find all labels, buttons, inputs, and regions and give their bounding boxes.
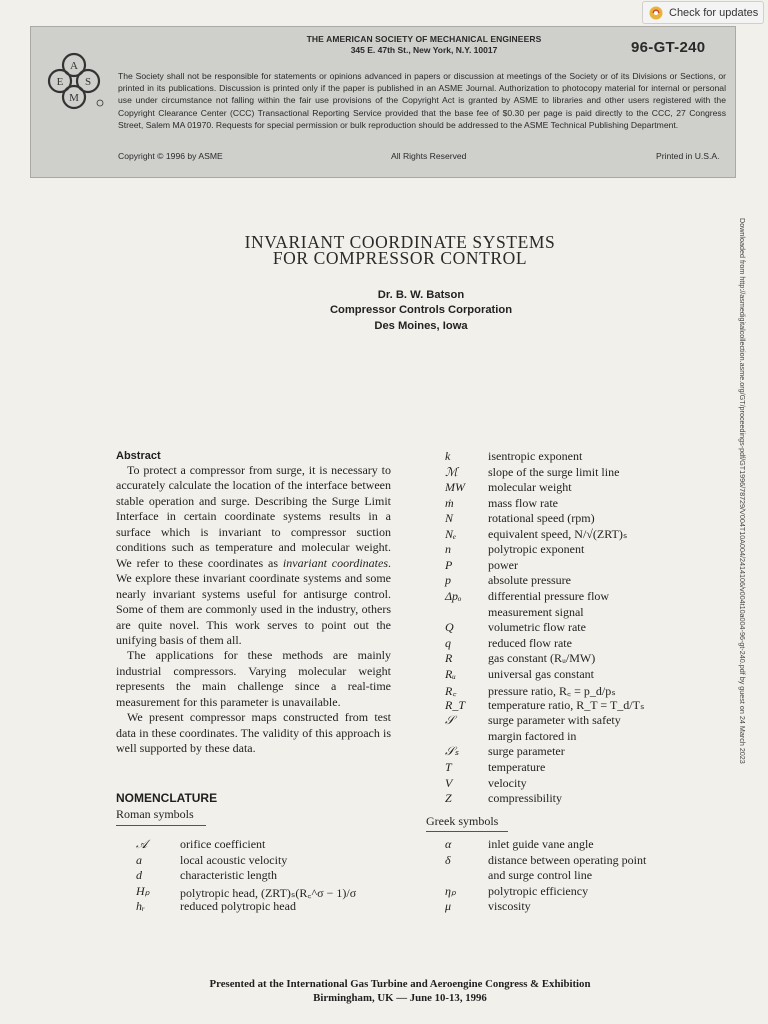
- nomenclature-definition: reduced flow rate: [488, 635, 572, 650]
- roman-symbols-heading: Roman symbols: [116, 807, 194, 821]
- check-for-updates-label: Check for updates: [669, 6, 759, 19]
- nomenclature-symbol: n: [445, 542, 451, 557]
- nomenclature-definition: mass flow rate: [488, 495, 558, 510]
- nomenclature-symbol: N: [445, 511, 454, 526]
- roman-heading-rule: [116, 825, 206, 826]
- nomenclature-definition: surge parameter: [488, 744, 565, 759]
- nomenclature-symbol: p: [445, 573, 451, 588]
- nomenclature-symbol: Rᵤ: [445, 666, 456, 681]
- check-for-updates-button[interactable]: [642, 1, 764, 24]
- nomenclature-symbol: ṁ: [445, 495, 454, 510]
- abstract-paragraph: We present compressor maps constructed from test data in these coordinates. The validity of this approach is well supported by these data.: [116, 710, 391, 756]
- author-name: Dr. B. W. Batson: [377, 289, 465, 301]
- nomenclature-symbol: α: [445, 837, 452, 851]
- nomenclature-definition: rotational speed (rpm): [488, 511, 595, 526]
- nomenclature-definition: molecular weight: [488, 480, 572, 495]
- paper-title-line-1: INVARIANT COORDINATE SYSTEMS: [244, 232, 556, 252]
- nomenclature-symbol: Nₑ: [445, 526, 457, 541]
- author-affiliation: Compressor Controls Corporation: [329, 304, 513, 316]
- nomenclature-definition: slope of the surge limit line: [488, 464, 620, 479]
- author-location: Des Moines, Iowa: [374, 320, 468, 332]
- nomenclature-definition: and surge control line: [488, 868, 593, 883]
- society-name: THE AMERICAN SOCIETY OF MECHANICAL ENGINEERS: [306, 34, 542, 44]
- paper-id: 96-GT-240: [631, 39, 706, 56]
- nomenclature-definition: temperature ratio, R_T = T_d/Tₛ: [488, 697, 645, 712]
- nomenclature-definition: power: [488, 557, 518, 572]
- nomenclature-symbol: 𝒮: [445, 713, 455, 728]
- nomenclature-symbol: ℳ: [445, 464, 458, 479]
- nomenclature-symbol: q: [445, 635, 451, 650]
- nomenclature-definition: isentropic exponent: [488, 449, 583, 463]
- nomenclature-heading: NOMENCLATURE: [116, 791, 218, 805]
- nomenclature-symbol: k: [445, 449, 451, 463]
- nomenclature-definition: differential pressure flow: [488, 588, 610, 603]
- nomenclature-definition: volumetric flow rate: [488, 620, 586, 635]
- paper-title-line-2: FOR COMPRESSOR CONTROL: [272, 248, 528, 268]
- nomenclature-definition: viscosity: [488, 899, 531, 914]
- nomenclature-definition: gas constant (Rᵤ/MW): [488, 651, 596, 666]
- nomenclature-symbol: d: [136, 868, 142, 883]
- download-note: Downloaded from http://asmedigitalcollection.asme.org/GT/proceedings-pdf/GT1996/78729/V004T10A004/2414106/v004t10a004-96-gt-240.pdf by guest on 24 March 2023: [738, 218, 747, 764]
- nomenclature-symbol: Δpₒ: [445, 588, 462, 603]
- society-address: 345 E. 47th St., New York, N.Y. 10017: [350, 45, 498, 55]
- nomenclature-definition: margin factored in: [488, 728, 577, 743]
- nomenclature-definition: measurement signal: [488, 604, 584, 619]
- logo-letter-a: A: [70, 60, 78, 72]
- copyright-notice: The Society shall not be responsible for statements or opinions advanced in papers or discussion at meetings of the Society or of its Divisions or Sections, or printed in its publications. Discussion is printed only if the paper is published in an ASME Journal. Authorization to photocopy material for internal or personal use under circumstance not falling within the fair use provisions of the Copyright Act is granted by ASME to libraries and other users registered with the Copyright Clearance Center (CCC) Transactional Reporting Service provided that the base fee of $0.30 per page is paid directly to the CCC, 27 Congress Street, Salem MA 01970. Requests for special permission or bulk reproduction should be addressed to the ASME Technical Publishing Department.: [118, 71, 726, 130]
- crossmark-icon: [649, 6, 663, 20]
- nomenclature-definition: inlet guide vane angle: [488, 837, 594, 851]
- abstract-paragraph: To protect a compressor from surge, it is necessary to accurately calculate the location of the interface between stable operation and surge. Describing the Surge Limit Interface in certain coordinate systems results in a surface which is invariant to compressor suction conditions such as temperature and molecular weight. We refer to these coordinates as invariant coordinates. We explore these invariant coordinate systems and some nearly invariant systems useful for antisurge control. Some of them are commonly used in the industry, others are quite novel. This work serves to point out the unifying basis of them all.: [116, 463, 391, 647]
- conference-location-date: Birmingham, UK — June 10-13, 1996: [313, 992, 487, 1004]
- nomenclature-symbol: P: [445, 557, 453, 572]
- nomenclature-symbol: MW: [445, 480, 465, 495]
- nomenclature-definition: distance between operating point: [488, 852, 647, 867]
- logo-letter-e: E: [56, 76, 64, 88]
- nomenclature-symbol: T: [445, 760, 452, 774]
- abstract-paragraph: The applications for these methods are mainly industrial compressors. Varying molecular weight represents the main challenge since a real-time measurement for this parameter is unavailable.: [116, 648, 391, 709]
- nomenclature-definition: polytropic efficiency: [488, 883, 589, 898]
- nomenclature-symbol: a: [136, 852, 142, 867]
- conference-line: Presented at the International Gas Turbine and Aeroengine Congress & Exhibition: [209, 978, 591, 990]
- nomenclature-definition: local acoustic velocity: [180, 852, 288, 867]
- nomenclature-symbol: Hₚ: [136, 883, 150, 898]
- abstract-body: [116, 463, 391, 757]
- nomenclature-symbol: R: [445, 651, 453, 666]
- asme-logo-icon: [44, 51, 104, 111]
- printed-in: Printed in U.S.A.: [656, 151, 720, 161]
- nomenclature-definition: absolute pressure: [488, 573, 571, 588]
- nomenclature-definition: velocity: [488, 775, 527, 790]
- nomenclature-symbol: V: [445, 775, 453, 790]
- greek-symbols-heading: Greek symbols: [426, 814, 499, 828]
- nomenclature-definition: polytropic head, (ZRT)ₛ(R꜀^σ − 1)/σ: [180, 885, 357, 900]
- nomenclature-symbol: Z: [445, 791, 452, 806]
- nomenclature-definition: polytropic exponent: [488, 542, 585, 557]
- nomenclature-definition: universal gas constant: [488, 666, 594, 681]
- nomenclature-symbol: hᵣ: [136, 899, 145, 914]
- nomenclature-definition: compressibility: [488, 791, 562, 806]
- nomenclature-definition: characteristic length: [180, 868, 277, 883]
- nomenclature-symbol: δ: [445, 852, 451, 867]
- nomenclature-definition: surge parameter with safety: [488, 713, 621, 728]
- asme-header-box: [30, 26, 736, 178]
- abstract-heading: Abstract: [116, 450, 161, 462]
- nomenclature-symbol: R꜀: [445, 684, 457, 699]
- nomenclature-symbol: R_T: [445, 697, 466, 712]
- copyright-line: Copyright © 1996 by ASME: [118, 151, 223, 161]
- nomenclature-symbol: Q: [445, 620, 454, 635]
- greek-heading-rule: [426, 831, 508, 832]
- logo-letter-s: S: [84, 76, 92, 88]
- nomenclature-definition: orifice coefficient: [180, 837, 266, 851]
- nomenclature-definition: equivalent speed, N/√(ZRT)ₛ: [488, 526, 628, 541]
- nomenclature-symbol: 𝒜: [136, 837, 148, 851]
- nomenclature-definition: pressure ratio, R꜀ = p_d/pₛ: [488, 684, 616, 699]
- nomenclature-symbol: 𝒮ₛ: [445, 744, 459, 759]
- nomenclature-definition: temperature: [488, 760, 546, 774]
- rights-reserved: All Rights Reserved: [391, 151, 467, 161]
- nomenclature-definition: reduced polytropic head: [180, 899, 296, 914]
- nomenclature-symbol: ηₚ: [445, 883, 457, 898]
- nomenclature-symbol: μ: [445, 899, 452, 914]
- logo-letter-m: M: [69, 92, 79, 104]
